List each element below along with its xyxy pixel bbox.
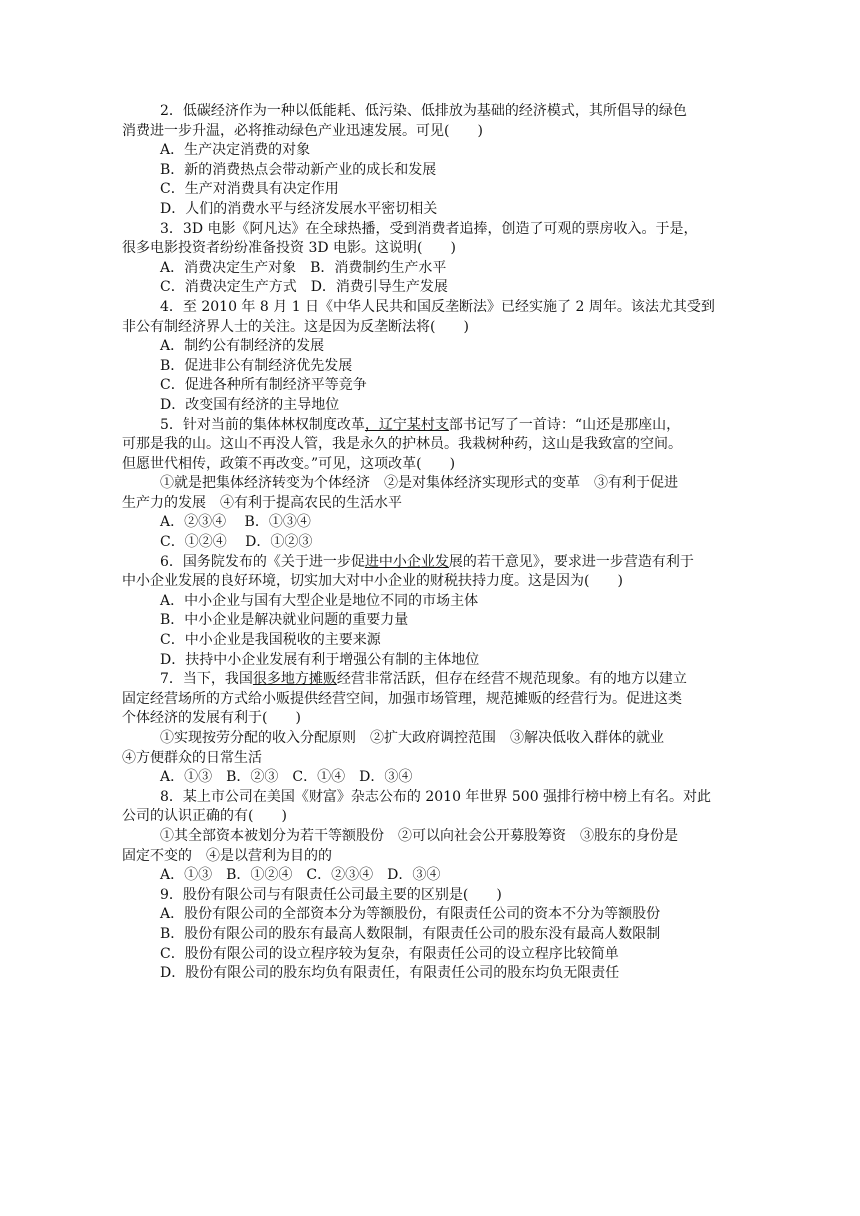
- question-5: [122, 416, 742, 553]
- question-stem-line: 消费进一步升温，必将推动绿色产业迅速发展。可见( ): [122, 122, 483, 139]
- question-list: [122, 102, 742, 984]
- option-b: B．新的消费热点会带动新产业的成长和发展: [160, 161, 437, 178]
- stem-text: 6．国务院发布的《关于进一步促: [160, 553, 365, 570]
- question-8: [122, 788, 742, 886]
- question-stem-line: 9．股份有限公司与有限责任公司最主要的区别是( ): [160, 886, 502, 903]
- question-7: [122, 670, 742, 788]
- question-stem-line: 但愿世代相传，政策不再改变。”可见，这项改革( ): [122, 455, 456, 472]
- question-stem-line: 2．低碳经济作为一种以低能耗、低污染、低排放为基础的经济模式，其所倡导的绿色: [160, 103, 687, 119]
- statement-items: 生产力的发展 ④有利于提高农民的生活水平: [122, 494, 402, 511]
- option-a: A．生产决定消费的对象: [160, 142, 311, 159]
- question-stem-line: 公司的认识正确的有( ): [122, 808, 287, 825]
- option-row: A．消费决定生产对象 B．消费制约生产水平: [160, 259, 447, 276]
- option-c: C．中小企业是我国税收的主要来源: [160, 632, 381, 649]
- option-c: C．促进各种所有制经济平等竞争: [160, 377, 367, 394]
- question-stem-line: 4．至 2010 年 8 月 1 日《中华人民共和国反垄断法》已经实施了 2 周年。该法尤其受到: [160, 298, 715, 315]
- option-d: D．改变国有经济的主导地位: [160, 396, 340, 413]
- question-stem-line: [122, 553, 742, 573]
- option-d: D．人们的消费水平与经济发展水平密切相关: [160, 200, 438, 217]
- question-9: [122, 886, 742, 984]
- option-d: D．扶持中小企业发展有利于增强公有制的主体地位: [160, 651, 480, 668]
- underlined-text: 很多地方摊贩: [252, 671, 337, 688]
- option-row: A．①③ B．②③ C．①④ D．③④: [160, 769, 413, 786]
- underlined-text: 进中小企业发: [364, 553, 449, 570]
- option-a: A．股份有限公司的全部资本分为等额股份，有限责任公司的资本不分为等额股份: [160, 906, 661, 923]
- stem-text: 5．针对当前的集体林权制度改革: [160, 416, 365, 433]
- option-b: B．中小企业是解决就业问题的重要力量: [160, 612, 409, 629]
- stem-text: 7．当下，我国: [160, 671, 253, 688]
- option-c: C．股份有限公司的设立程序较为复杂，有限责任公司的设立程序比较简单: [160, 945, 619, 962]
- question-4: [122, 298, 742, 416]
- underlined-text: ，辽宁某村支: [364, 416, 449, 433]
- statement-items: 固定不变的 ④是以营利为目的的: [122, 847, 332, 864]
- option-row: C．①②④ D．①②③: [160, 534, 313, 551]
- question-3: [122, 220, 742, 298]
- statement-items: ①其全部资本被划分为若干等额股份 ②可以向社会公开募股筹资 ③股东的身份是: [160, 827, 678, 844]
- statement-items: ④方便群众的日常生活: [122, 749, 262, 766]
- option-row: A．②③④ B．①③④: [160, 514, 311, 531]
- stem-text: 部书记写了一首诗：“山还是那座山，: [448, 416, 681, 433]
- question-stem-line: 很多电影投资者纷纷准备投资 3D 电影。这说明( ): [122, 240, 456, 257]
- statement-items: ①就是把集体经济转变为个体经济 ②是对集体经济实现形式的变革 ③有利于促进: [160, 475, 678, 492]
- question-stem-line: 固定经营场所的方式给小贩提供经营空间，加强市场管理，规范摊贩的经营行为。促进这类: [122, 690, 682, 707]
- stem-text: 经营非常活跃，但存在经营不规范现象。有的地方以建立: [336, 671, 687, 688]
- option-a: A．中小企业与国有大型企业是地位不同的市场主体: [160, 592, 479, 609]
- question-stem-line: 中小企业发展的良好环境，切实加大对中小企业的财税扶持力度。这是因为( ): [122, 573, 623, 590]
- question-stem-line: [122, 670, 742, 690]
- question-2: [122, 102, 742, 220]
- option-a: A．制约公有制经济的发展: [160, 338, 325, 355]
- question-stem-line: 3．3D 电影《阿凡达》在全球热播，受到消费者追捧，创造了可观的票房收入。于是，: [160, 220, 698, 237]
- question-stem-line: 个体经济的发展有利于( ): [122, 710, 301, 727]
- option-row: A．①③ B．①②④ C．②③④ D．③④: [160, 867, 441, 884]
- stem-text: 展的若干意见》，要求进一步营造有利于: [448, 553, 694, 570]
- question-stem-line: 8．某上市公司在美国《财富》杂志公布的 2010 年世界 500 强排行榜中榜上有名。对此: [160, 788, 712, 805]
- question-stem-line: [122, 416, 742, 436]
- option-b: B．股份有限公司的股东有最高人数限制，有限责任公司的股东没有最高人数限制: [160, 925, 661, 942]
- question-stem-line: 非公有制经济界人士的关注。这是因为反垄断法将( ): [122, 318, 469, 335]
- option-c: C．生产对消费具有决定作用: [160, 181, 339, 198]
- question-6: [122, 553, 742, 671]
- option-row: C．消费决定生产方式 D．消费引导生产发展: [160, 279, 448, 296]
- statement-items: ①实现按劳分配的收入分配原则 ②扩大政府调控范围 ③解决低收入群体的就业: [160, 730, 664, 746]
- option-b: B．促进非公有制经济优先发展: [160, 357, 353, 374]
- question-stem-line: 可那是我的山。这山不再没人管，我是永久的护林员。我栽树种药，这山是我致富的空间。: [122, 436, 682, 453]
- option-d: D．股份有限公司的股东均负有限责任，有限责任公司的股东均负无限责任: [160, 965, 620, 982]
